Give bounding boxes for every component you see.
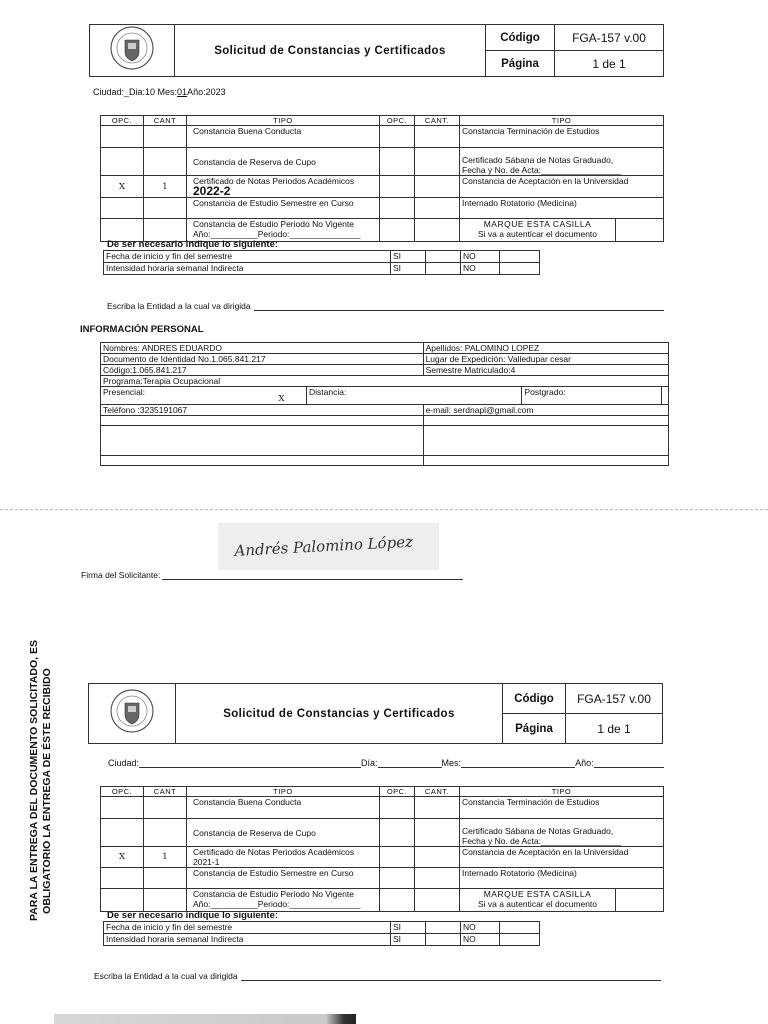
si-box[interactable] [426, 263, 461, 275]
fecha-inicio-label: Fecha de inicio y fin del semestre [104, 922, 391, 934]
no-box[interactable] [500, 263, 540, 275]
extra-info-table-2 [103, 921, 540, 946]
certificado-notas-label: Certificado de Notas Periodos Académicos [193, 176, 355, 186]
opc-cell[interactable] [380, 797, 415, 819]
ciudad-label: Ciudad: [108, 758, 140, 768]
blank-cell[interactable] [423, 426, 668, 456]
apellidos-field: Apellidos: PALOMINO LOPEZ [423, 343, 668, 354]
cant-cell[interactable] [144, 126, 187, 148]
city-month: 01 [177, 87, 188, 97]
city-date-line [93, 87, 226, 97]
cant-cell[interactable] [144, 148, 187, 176]
marque-label: MARQUE ESTA CASILLA [483, 219, 592, 229]
marque-box [460, 219, 616, 241]
no-vigente-line1: Constancia de Estudio Periodo No Vigente [193, 219, 354, 229]
opc-mark-x[interactable]: X [101, 847, 144, 868]
header-opc: OPC. [101, 787, 144, 797]
codigo-value: FGA-157 v.00 [566, 684, 663, 714]
item-estudio-curso: Constancia de Estudio Semestre en Curso [187, 868, 380, 889]
blank-cell[interactable] [423, 456, 668, 466]
nombres-field: Nombres: ANDRES EDUARDO [101, 343, 424, 354]
header-cant: CANT [144, 116, 187, 126]
no-vigente-line2: Año:__________Periodo:_______________ [193, 899, 361, 909]
item-certificado-notas [187, 176, 380, 198]
entidad-input[interactable] [254, 301, 664, 311]
cant-cell[interactable] [415, 797, 460, 819]
entidad-line [107, 301, 664, 311]
header-opc2: OPC. [380, 116, 415, 126]
anio-label: Año: [575, 758, 594, 768]
cant-cell[interactable] [415, 176, 460, 198]
authenticate-checkbox[interactable] [616, 889, 663, 911]
si-label: SI [391, 251, 426, 263]
opc-cell[interactable] [101, 148, 144, 176]
cant-cell[interactable] [144, 889, 187, 912]
cant-cell[interactable] [144, 797, 187, 819]
cant-cell[interactable] [144, 819, 187, 847]
item-estudio-no-vigente [187, 889, 380, 912]
item-estudio-curso: Constancia de Estudio Semestre en Curso [187, 198, 380, 219]
intensidad-label: Intensidad horaria semanal Indirecta [104, 934, 391, 946]
no-vigente-line2: Año:__________Periodo:_______________ [193, 229, 361, 239]
signature-image [218, 523, 439, 570]
header-opc2: OPC. [380, 787, 415, 797]
ciudad-input[interactable] [139, 767, 361, 768]
lugar-field: Lugar de Expedición: Valledupar cesar [423, 354, 668, 365]
codigo-label: Código [486, 25, 555, 51]
item-buena-conducta: Constancia Buena Conducta [187, 797, 380, 819]
item-aceptacion: Constancia de Aceptación en la Universidad [460, 176, 664, 198]
opc-cell[interactable] [380, 889, 415, 912]
marque-box [460, 889, 616, 911]
no-label: NO [461, 263, 500, 275]
bottom-photo-strip [54, 1014, 356, 1024]
postgrado-label: Postgrado: [522, 387, 662, 405]
cant-cell[interactable] [415, 868, 460, 889]
header-cant2: CANT. [415, 116, 460, 126]
codigo-value: FGA-157 v.00 [555, 25, 664, 51]
item-terminacion: Constancia Terminación de Estudios [460, 797, 664, 819]
pagina-label: Página [486, 51, 555, 77]
page-separator [0, 509, 768, 510]
necesario-heading: De ser necesario indique lo siguiente: [107, 910, 279, 921]
entidad-input[interactable] [241, 971, 661, 981]
cant-cell[interactable] [415, 126, 460, 148]
anio-input[interactable] [594, 767, 664, 768]
blank-cell[interactable] [101, 456, 424, 466]
distancia-label: Distancia: [307, 387, 522, 405]
opc-cell[interactable] [380, 126, 415, 148]
item-terminacion: Constancia Terminación de Estudios [460, 126, 664, 148]
cant-cell[interactable] [415, 889, 460, 912]
header-tipo: TIPO [187, 787, 380, 797]
period-value: 2022-2 [193, 184, 231, 198]
side-notice-line2: OBLIGATORIO LA ENTREGA DE ÉSTE RECIBIDO [41, 668, 53, 914]
programa-field: Programa:Terapia Ocupacional [101, 376, 669, 387]
options-table [100, 115, 664, 242]
entidad-line-2 [94, 971, 661, 981]
codigo-field: Código:1.065.841.217 [101, 365, 424, 376]
mes-label: Mes: [441, 758, 462, 768]
presencial-mark[interactable]: X [257, 387, 307, 405]
item-certificado-notas [187, 847, 380, 868]
no-label: NO [461, 922, 500, 934]
sabana-line1: Certificado Sábana de Notas Graduado, [462, 155, 614, 165]
pagina-value: 1 de 1 [566, 714, 663, 744]
opc-cell[interactable] [380, 819, 415, 847]
opc-mark-x[interactable]: X [101, 176, 144, 198]
dia-input[interactable] [378, 767, 442, 768]
opc-cell[interactable] [380, 219, 415, 242]
postgrado-box[interactable] [662, 387, 669, 405]
si-label: SI [391, 922, 426, 934]
opc-cell[interactable] [101, 819, 144, 847]
logo-cell [89, 684, 176, 744]
pagina-label: Página [503, 714, 566, 744]
period-value: 2021-1 [193, 857, 220, 867]
blank-cell[interactable] [101, 416, 424, 426]
item-internado: Internado Rotatorio (Medicina) [460, 868, 664, 889]
blank-cell[interactable] [423, 416, 668, 426]
form2-date-line [108, 758, 664, 768]
si-box[interactable] [426, 251, 461, 263]
blank-cell[interactable] [101, 426, 424, 456]
header-tipo2: TIPO [460, 116, 664, 126]
entidad-label: Escriba la Entidad a la cual va dirigida [107, 301, 251, 311]
header-opc: OPC. [101, 116, 144, 126]
cant-cell[interactable] [415, 847, 460, 868]
cant-cell[interactable] [144, 198, 187, 219]
form-title: Solicitud de Constancias y Certificados [175, 25, 486, 77]
city-date-text: Ciudad:_Dia:10 Mes: [93, 87, 178, 97]
necesario-heading: De ser necesario indique lo siguiente: [107, 239, 279, 250]
opc-cell[interactable] [380, 847, 415, 868]
fecha-inicio-label: Fecha de inicio y fin del semestre [104, 251, 391, 263]
item-sabana-notas [460, 819, 664, 847]
cant-mark-1[interactable]: 1 [144, 847, 187, 868]
semestre-field: Semestre Matriculado:4 [423, 365, 668, 376]
no-box[interactable] [500, 922, 540, 934]
form1-header [89, 24, 664, 77]
opc-cell[interactable] [101, 797, 144, 819]
cant-cell[interactable] [144, 868, 187, 889]
opc-cell[interactable] [380, 148, 415, 176]
marque-cell [460, 219, 664, 242]
no-box[interactable] [500, 251, 540, 263]
opc-cell[interactable] [101, 126, 144, 148]
intensidad-label: Intensidad horaria semanal Indirecta [104, 263, 391, 275]
opc-cell[interactable] [101, 198, 144, 219]
si-box[interactable] [426, 934, 461, 946]
cant-cell[interactable] [415, 148, 460, 176]
university-seal-icon [109, 25, 155, 71]
sabana-line2: Fecha y No. de Acta:_________________ [462, 165, 622, 175]
city-year: Año:2023 [187, 87, 226, 97]
authenticate-checkbox[interactable] [616, 219, 663, 241]
sabana-line1: Certificado Sábana de Notas Graduado, [462, 826, 614, 836]
info-personal-title: INFORMACIÓN PERSONAL [80, 324, 204, 335]
marque-cell [460, 889, 664, 912]
opc-cell[interactable] [380, 198, 415, 219]
si-box[interactable] [426, 922, 461, 934]
telefono-field: Teléfono :3235191067 [101, 405, 424, 416]
firma-input[interactable] [162, 570, 463, 580]
opc-cell[interactable] [380, 868, 415, 889]
item-reserva-cupo: Constancia de Reserva de Cupo [187, 148, 380, 176]
mes-input[interactable] [461, 767, 575, 768]
form-title: Solicitud de Constancias y Certificados [176, 684, 503, 744]
header-tipo: TIPO [187, 116, 380, 126]
side-notice [28, 640, 54, 921]
item-buena-conducta: Constancia Buena Conducta [187, 126, 380, 148]
signature-text: Andrés Palomino López [234, 532, 414, 560]
item-internado: Internado Rotatorio (Medicina) [460, 198, 664, 219]
email-field: e-mail: serdnapl@gmail.com [423, 405, 668, 416]
opc-cell[interactable] [101, 868, 144, 889]
personal-info-table [100, 342, 669, 466]
marque-label: MARQUE ESTA CASILLA [483, 889, 592, 899]
no-label: NO [461, 934, 500, 946]
dia-label: Día: [361, 758, 378, 768]
no-label: NO [461, 251, 500, 263]
item-aceptacion: Constancia de Aceptación en la Universidad [460, 847, 664, 868]
university-seal-icon [109, 688, 155, 734]
si-label: SI [391, 263, 426, 275]
marque-sub: Si va a autenticar el documento [477, 899, 598, 909]
header-cant: CANT [144, 787, 187, 797]
documento-field: Documento de Identidad No.1.065.841.217 [101, 354, 424, 365]
firma-label: Firma del Solicitante: [81, 570, 161, 580]
presencial-label: Presencial: [101, 387, 258, 405]
opc-cell[interactable] [101, 889, 144, 912]
cant-cell[interactable] [415, 198, 460, 219]
header-cant2: CANT. [415, 787, 460, 797]
si-label: SI [391, 934, 426, 946]
logo-cell [90, 25, 175, 77]
opc-cell[interactable] [380, 176, 415, 198]
certificado-notas-label: Certificado de Notas Periodos Académicos [193, 847, 355, 857]
marque-sub: Si va a autenticar el documento [477, 229, 598, 239]
extra-info-table [103, 250, 540, 275]
header-tipo2: TIPO [460, 787, 664, 797]
cant-mark-1[interactable]: 1 [144, 176, 187, 198]
item-sabana-notas [460, 148, 664, 176]
item-reserva-cupo: Constancia de Reserva de Cupo [187, 819, 380, 847]
sabana-line2: Fecha y No. de Acta:_________________ [462, 836, 622, 846]
codigo-label: Código [503, 684, 566, 714]
entidad-label: Escriba la Entidad a la cual va dirigida [94, 971, 238, 981]
firma-line [81, 570, 463, 580]
options-table-2 [100, 786, 664, 912]
pagina-value: 1 de 1 [555, 51, 664, 77]
no-vigente-line1: Constancia de Estudio Periodo No Vigente [193, 889, 354, 899]
cant-cell[interactable] [415, 819, 460, 847]
no-box[interactable] [500, 934, 540, 946]
side-notice-line1: PARA LA ENTREGA DEL DOCUMENTO SOLICITADO, ES [28, 640, 40, 921]
form2-header [88, 683, 663, 744]
cant-cell[interactable] [415, 219, 460, 242]
